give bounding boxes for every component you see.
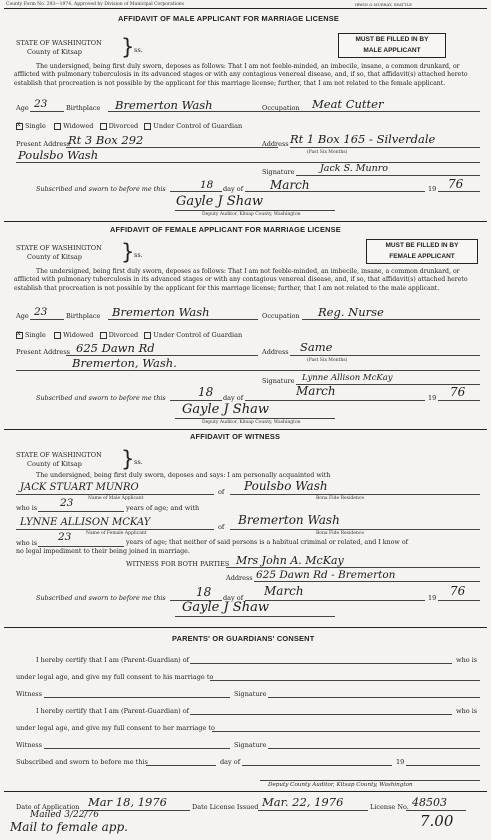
witness-female-city: Bremerton Wash: [238, 513, 340, 527]
female-day-of-label: day of: [223, 394, 244, 402]
male-widowed-checkbox[interactable]: [54, 123, 61, 130]
female-oath: The undersigned, being first duly sworn, deposes as follows: That I am not feeble-minded, an imbecile, insane, a common drunkard, or afflicted with pulmonary tuberculosis in its advanced stages or with any contagious venereal disease, and, if so, that affidavit(s) attached hereto establish that procreation is not possible by the applicant for this marriage license; further, that I am not related to the male applicant.: [14, 268, 468, 292]
female-address-value: Same: [300, 340, 333, 354]
female-birthplace-value: Bremerton Wash: [112, 305, 210, 319]
male-birthplace-value: Bremerton Wash: [115, 98, 213, 112]
female-box-line2: FEMALE APPLICANT: [389, 253, 455, 260]
male-present-address-label: Present Address: [16, 140, 71, 148]
consent-certify-1: I hereby certify that I am (Parent-Guardian) of: [36, 656, 190, 664]
female-sworn-day: 18: [198, 385, 214, 399]
witness-state: STATE OF WASHINGTON: [16, 451, 102, 459]
witness-who-is-2: who is: [16, 539, 38, 547]
male-oath: The undersigned, being first duly sworn, deposes as follows: That I am not feeble-minded, an imbecile, insane, a common drunkard, or afflicted with pulmonary tuberculosis in its advanced stages or with any contagious venereal disease, and, if so, that affidavit(s) attached hereto establish that procreation is not possible by the applicant for this marriage license; further, that I am not related to the female applicant.: [14, 63, 468, 87]
female-sworn-month: March: [296, 384, 336, 398]
consent-year-prefix: 19: [396, 758, 405, 766]
male-brace: }: [121, 35, 135, 59]
consent-subscribed-label: Subscribed and sworn to before me this: [16, 758, 148, 766]
female-deputy-label: Deputy Auditor, Kitsap County, Washington: [202, 420, 301, 425]
female-occupation-value: Reg. Nurse: [318, 305, 384, 319]
male-address-label: Address: [262, 140, 289, 148]
witness-sworn-day: 18: [196, 585, 212, 599]
witness-signature-value: Mrs John A. McKay: [236, 554, 344, 567]
witness-female-name-label: Name of Female Applicant: [86, 531, 147, 536]
male-day-of-label: day of: [223, 185, 244, 193]
female-present-address-label: Present Address: [16, 348, 71, 356]
male-single-checkbox[interactable]: [16, 123, 23, 130]
male-fill-box: [338, 33, 446, 58]
male-deputy-label: Deputy Auditor, Kitsap County, Washington: [202, 212, 301, 217]
female-address2-value: Bremerton, Wash.: [72, 356, 177, 370]
printer-imprint: IRWIN & MURRAY, SEATTLE: [355, 2, 412, 7]
male-birthplace-label: Birthplace: [66, 104, 101, 112]
date-application-value: Mar 18, 1976: [88, 795, 167, 809]
consent-who-is-1: who is: [456, 656, 478, 664]
male-divorced-label: Divorced: [108, 122, 139, 130]
witness-affidavit-title: AFFIDAVIT OF WITNESS: [190, 432, 281, 441]
male-signature-value: Jack S. Munro: [320, 163, 389, 174]
date-application-label: Date of Application: [16, 803, 80, 811]
female-age-label: Age: [16, 312, 29, 320]
witness-residence-label-1: Bona Fide Residence: [316, 496, 364, 501]
male-county: County of Kitsap: [27, 48, 82, 56]
witness-impediment: no legal impediment to their being joined in marriage.: [16, 548, 190, 555]
female-widowed-checkbox[interactable]: [54, 332, 61, 339]
male-occupation-label: Occupation: [262, 104, 300, 112]
female-age-value: 23: [34, 306, 48, 318]
witness-male-name-label: Name of Male Applicant: [88, 496, 144, 501]
male-state: STATE OF WASHINGTON: [16, 39, 102, 47]
witness-auditor-signature: Gayle J Shaw: [182, 600, 269, 615]
consent-who-is-2: who is: [456, 707, 478, 715]
male-occupation-value: Meat Cutter: [312, 97, 384, 111]
female-auditor-signature: Gayle J Shaw: [182, 402, 269, 417]
female-affidavit-title: AFFIDAVIT OF FEMALE APPLICANT FOR MARRIAGE LICENSE: [110, 225, 341, 234]
license-number-label: License No.: [370, 803, 409, 811]
female-divorced-label: Divorced: [108, 331, 139, 339]
consent-day-of-label: day of: [220, 758, 241, 766]
witness-ss: ss.: [134, 458, 143, 466]
witness-brace: }: [121, 447, 135, 471]
witness-female-name: LYNNE ALLISON MCKAY: [20, 517, 151, 528]
consent-witness-label-1: Witness: [16, 690, 42, 698]
consent-signature-label-2: Signature: [234, 741, 267, 749]
female-status-row: [16, 331, 242, 339]
female-widowed-label: Widowed: [63, 331, 94, 339]
witness-year-prefix: 19: [428, 594, 437, 602]
female-guardian-label: Under Control of Guardian: [153, 331, 243, 339]
male-single-label: Single: [25, 122, 46, 130]
witness-sworn-month: March: [264, 584, 304, 598]
male-guardian-label: Under Control of Guardian: [153, 122, 243, 130]
male-age-value: 23: [34, 98, 48, 110]
female-signature-value: Lynne Allison McKay: [302, 373, 393, 383]
witness-subscribed-label: Subscribed and sworn to before me this: [36, 594, 166, 602]
date-issued-label: Date License Issued: [192, 803, 259, 811]
fee-amount: 7.00: [420, 812, 454, 830]
witness-sworn-year: 76: [450, 584, 466, 598]
male-status-row: [16, 122, 242, 130]
male-ss: ss.: [134, 46, 143, 54]
witness-of-1: of: [218, 488, 225, 496]
female-birthplace-label: Birthplace: [66, 312, 101, 320]
mailed-note: Mailed 3/22/76: [30, 810, 99, 820]
witness-of-2: of: [218, 523, 225, 531]
witness-residence-label-2: Bona Fide Residence: [316, 531, 364, 536]
male-box-line2: MALE APPLICANT: [363, 47, 421, 54]
date-issued-value: Mar. 22, 1976: [262, 795, 344, 809]
male-guardian-checkbox[interactable]: [144, 123, 151, 130]
female-guardian-checkbox[interactable]: [144, 332, 151, 339]
witness-years-and-with: years of age; and with: [126, 504, 200, 512]
male-box-line1: MUST BE FILLED IN BY: [355, 36, 429, 43]
male-divorced-checkbox[interactable]: [100, 123, 107, 130]
witness-who-is-1: who is: [16, 504, 38, 512]
female-fill-box: [366, 239, 478, 264]
female-sworn-year: 76: [450, 385, 466, 399]
female-present-address-value: 625 Dawn Rd: [76, 341, 155, 355]
witness-female-age: 23: [58, 531, 72, 543]
witness-male-name: JACK STUART MUNRO: [20, 482, 139, 493]
female-box-line1: MUST BE FILLED IN BY: [385, 242, 459, 249]
consent-deputy-footer: Deputy County Auditor, Kitsap County, Washington: [268, 782, 413, 788]
male-auditor-signature: Gayle J Shaw: [176, 194, 263, 209]
consent-title: PARENTS' OR GUARDIANS' CONSENT: [172, 634, 315, 643]
female-ss: ss.: [134, 251, 143, 259]
male-affidavit-title: AFFIDAVIT OF MALE APPLICANT FOR MARRIAGE LICENSE: [118, 14, 340, 23]
witness-male-age: 23: [60, 497, 74, 509]
male-subscribed-label: Subscribed and sworn to before me this: [36, 185, 166, 193]
witness-male-city: Poulsbo Wash: [244, 479, 328, 493]
witness-years-tail: years of age; that neither of said persons is a habitual criminal or related, and I know of: [126, 539, 408, 546]
mail-to-note: Mail to female app.: [10, 820, 128, 834]
license-number-value: 48503: [412, 796, 447, 809]
male-widowed-label: Widowed: [63, 122, 94, 130]
consent-certify-2: I hereby certify that I am (Parent-Guardian) of: [36, 707, 190, 715]
witness-for-both-parties: WITNESS FOR BOTH PARTIES: [126, 560, 230, 568]
male-signature-label: Signature: [262, 168, 295, 176]
female-subscribed-label: Subscribed and sworn to before me this: [36, 394, 166, 402]
female-county: County of Kitsap: [27, 253, 82, 261]
male-address-value: Rt 1 Box 165 - Silverdale: [290, 132, 436, 146]
witness-address-label: Address: [226, 574, 253, 582]
witness-address-value: 625 Dawn Rd - Bremerton: [256, 569, 396, 581]
male-present-address-value: Rt 3 Box 292: [68, 133, 144, 147]
female-year-prefix: 19: [428, 394, 437, 402]
female-brace: }: [121, 240, 135, 264]
female-address-label: Address: [262, 348, 289, 356]
male-sworn-month: March: [270, 178, 310, 192]
form-number: County Form No. 293—1974. Approved by Division of Municipal Corporations: [6, 2, 184, 7]
female-single-checkbox[interactable]: [16, 332, 23, 339]
male-age-label: Age: [16, 104, 29, 112]
consent-under-age-male: under legal age, and give my full consent to his marriage to: [16, 673, 214, 681]
male-address2-value: Poulsbo Wash: [18, 148, 99, 162]
male-past-six-months: (Past Six Months): [307, 150, 348, 155]
consent-under-age-female: under legal age, and give my full consent to her marriage to: [16, 724, 215, 732]
female-past-six-months: (Past Six Months): [307, 358, 348, 363]
female-signature-label: Signature: [262, 377, 295, 385]
witness-day-of-label: day of: [223, 594, 244, 602]
female-state: STATE OF WASHINGTON: [16, 244, 102, 252]
consent-signature-label-1: Signature: [234, 690, 267, 698]
consent-witness-label-2: Witness: [16, 741, 42, 749]
witness-intro: The undersigned, being first duly sworn, deposes and says: I am personally acquainted with: [36, 472, 331, 479]
female-single-label: Single: [25, 331, 46, 339]
male-sworn-day: 18: [200, 179, 214, 191]
female-divorced-checkbox[interactable]: [100, 332, 107, 339]
male-year-prefix: 19: [428, 185, 437, 193]
female-occupation-label: Occupation: [262, 312, 300, 320]
witness-county: County of Kitsap: [27, 460, 82, 468]
male-sworn-year: 76: [448, 177, 464, 191]
